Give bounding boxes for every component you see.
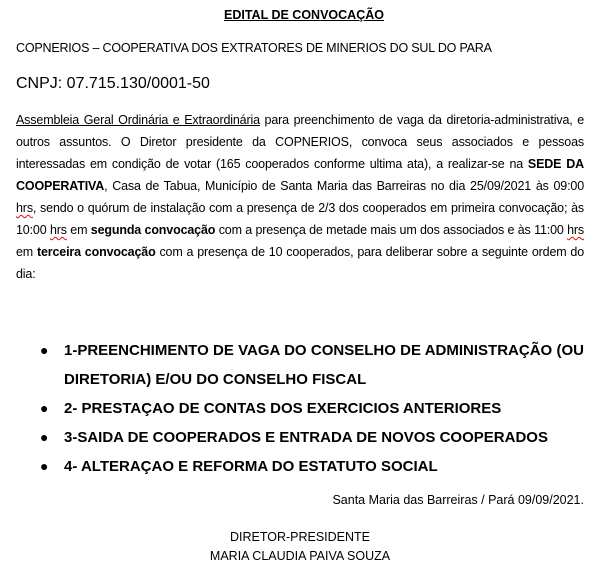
assembly-type: Assembleia Geral Ordinária e Extraordinária	[16, 113, 260, 127]
paragraph-text: , Casa de Tabua, Município de Santa Maria das Barreiras no dia 25/09/2021 às 09:00	[104, 179, 584, 193]
bullet-icon: ●	[40, 400, 49, 416]
signatory-name: MARIA CLAUDIA PAIVA SOUZA	[209, 549, 391, 563]
agenda-list	[40, 336, 584, 481]
agenda-item	[40, 423, 584, 452]
third-call: terceira convocação	[36, 245, 156, 259]
paragraph-text: para preenchimento de vaga da diretoria-administrativa, e outros assuntos. O Diretor presidente da	[16, 113, 585, 149]
agenda-item-text: 2- PRESTAÇAO DE CONTAS DOS EXERCICIOS ANTERIORES	[64, 400, 502, 417]
document-title: EDITAL DE CONVOCAÇÃO	[224, 8, 384, 22]
bullet-icon: ●	[40, 429, 49, 445]
hours-abbrev: hrs	[16, 201, 33, 215]
place-date: Santa Maria das Barreiras / Pará 09/09/2021.	[332, 493, 584, 507]
hours-abbrev: hrs	[49, 223, 67, 237]
bullet-icon: ●	[40, 342, 49, 358]
paragraph-text: em	[16, 245, 37, 259]
paragraph-text: em	[66, 223, 91, 237]
signatory-role: DIRETOR-PRESIDENTE	[229, 530, 371, 544]
cnpj-number: CNPJ: 07.715.130/0001-50	[16, 75, 210, 92]
cooperative-acronym: COPNERIOS	[275, 135, 349, 149]
paragraph-text: , sendo o quórum de instalação com a presença de 2/3 dos cooperados em primeira convocação; às 10:00	[16, 201, 584, 237]
venue: SEDE DA COOPERATIVA	[16, 157, 584, 193]
paragraph-text: com a presença de metade mais um dos associados e às 11:00	[215, 223, 568, 237]
cooperative-name: COPNERIOS – COOPERATIVA DOS EXTRATORES DE MINERIOS DO SUL DO PARA	[16, 41, 492, 55]
agenda-item-text: 4- ALTERAÇAO E REFORMA DO ESTATUTO SOCIAL	[64, 458, 438, 475]
hours-abbrev: hrs	[567, 223, 585, 237]
paragraph-text: , convoca seus associados e pessoas interessadas em condição de votar (165 cooperados conforme ultima ata), a realizar-se na	[16, 135, 584, 171]
agenda-item	[40, 452, 584, 481]
agenda-item-text: 3-SAIDA DE COOPERADOS E ENTRADA DE NOVOS COOPERADOS	[64, 429, 548, 446]
bullet-icon: ●	[40, 458, 49, 474]
agenda-item	[40, 394, 584, 423]
agenda-item	[40, 336, 584, 394]
agenda-item-text: 1-PREENCHIMENTO DE VAGA DO CONSELHO DE ADMINISTRAÇÃO (OU DIRETORIA) E/OU DO CONSELHO FISCAL	[64, 342, 584, 388]
convocation-paragraph	[16, 109, 584, 285]
second-call: segunda convocação	[90, 223, 216, 237]
paragraph-text: com a presença de 10 cooperados, para deliberar sobre a seguinte ordem do dia:	[16, 245, 584, 281]
